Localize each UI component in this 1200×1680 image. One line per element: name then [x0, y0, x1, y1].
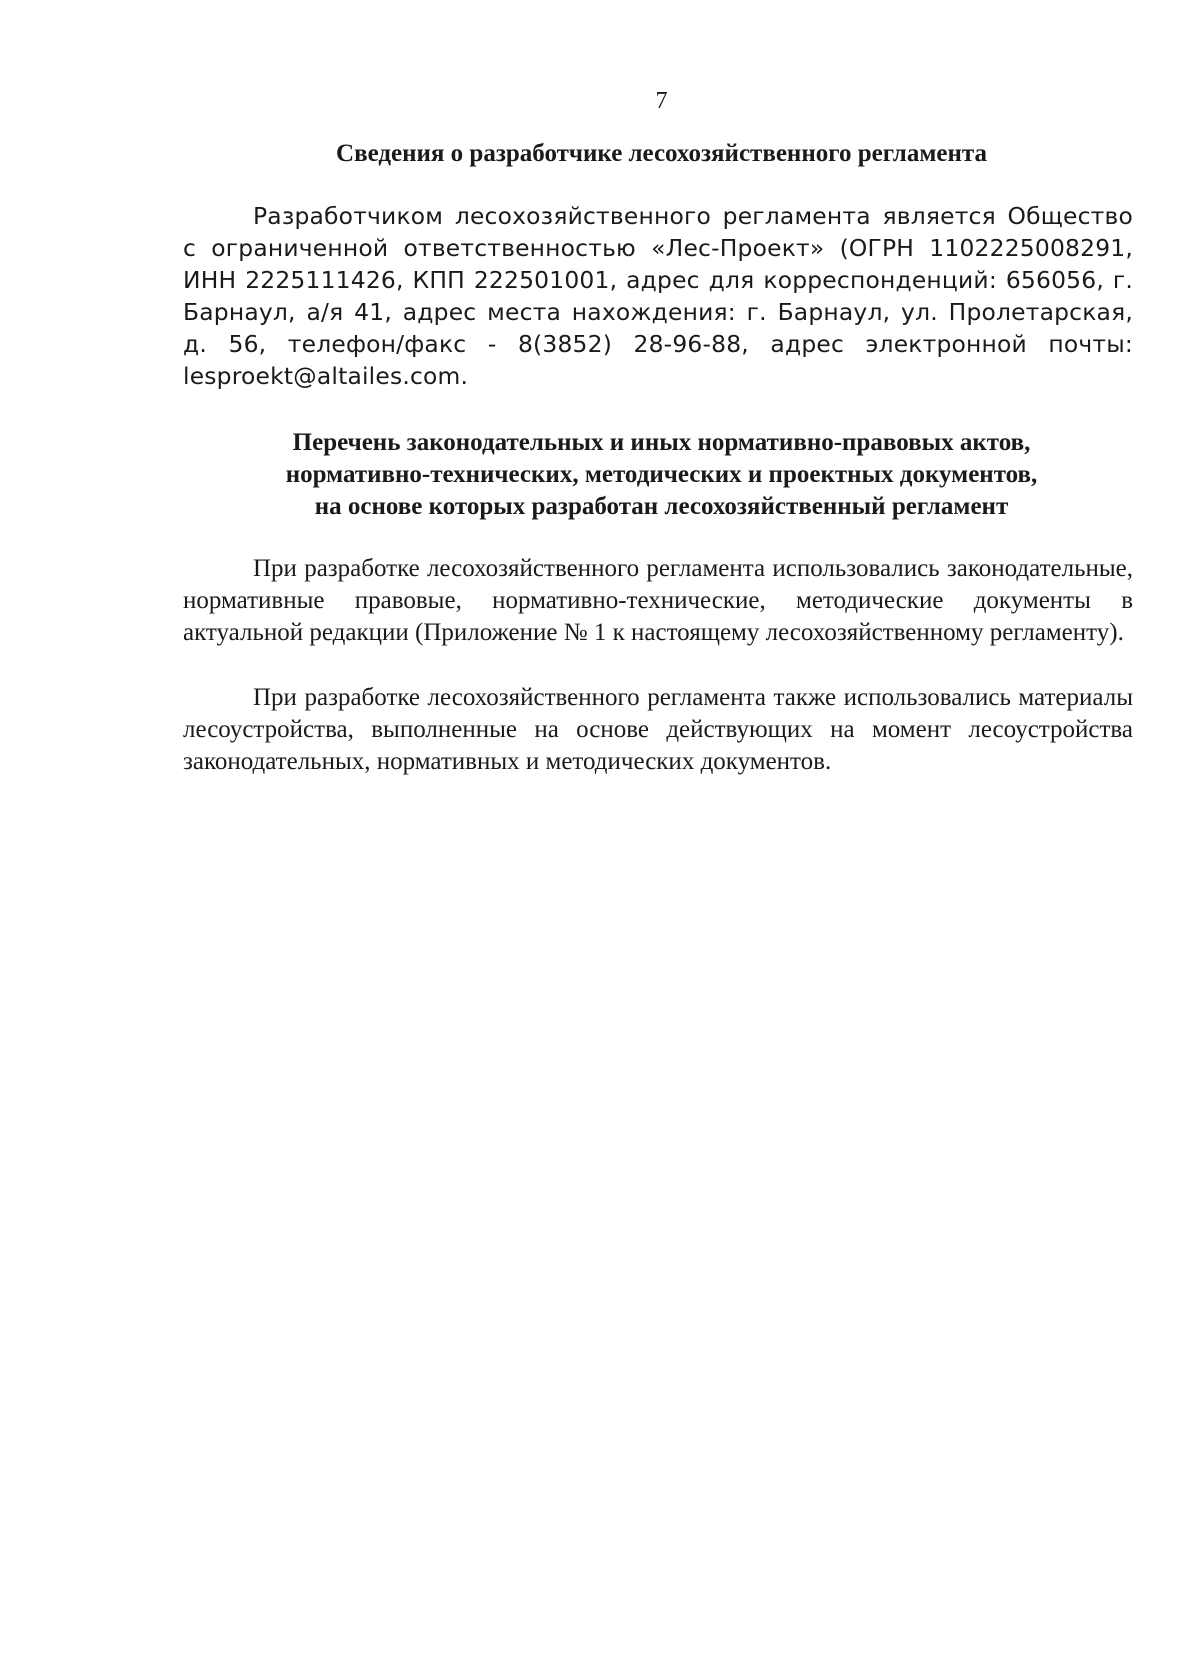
legal-acts-paragraph: При разработке лесохозяйственного регламента использовались законодательные, нормативные правовые, нормативно-технические, методические документы в актуальной редакции (Приложение № 1 к настоящему лесохозяйственному регламенту). [183, 555, 1133, 646]
legal-acts-heading [183, 427, 1140, 523]
developer-info-heading: Сведения о разработчике лесохозяйственного регламента [336, 140, 987, 167]
developer-info-paragraph: Разработчиком лесохозяйственного регламента является Общество с ограниченной ответственностью «Лес-Проект» (ОГРН 1102225008291, ИНН 2225111426, КПП 222501001, адрес для корреспонденций: 656056, г. Барнаул, а/я 41, адрес места нахождения: г. Барнаул, ул. Пролетарская, д. 56, телефон/факс - 8(3852) 28-96-88, адрес электронной почты: lesproekt@altailes.com. [183, 202, 1133, 390]
legal-acts-heading-line: на основе которых разработан лесохозяйственный регламент [314, 493, 1009, 520]
forest-inventory-paragraph: При разработке лесохозяйственного регламента также использовались материалы лесоустройства, выполненные на основе действующих на момент лесоустройства законодательных, нормативных и методических документов. [183, 684, 1133, 775]
legal-acts-heading-line: Перечень законодательных и иных нормативно-правовых актов, [292, 429, 1031, 456]
legal-acts-heading-line: нормативно-технических, методических и проектных документов, [285, 461, 1038, 488]
page-number: 7 [655, 88, 668, 114]
